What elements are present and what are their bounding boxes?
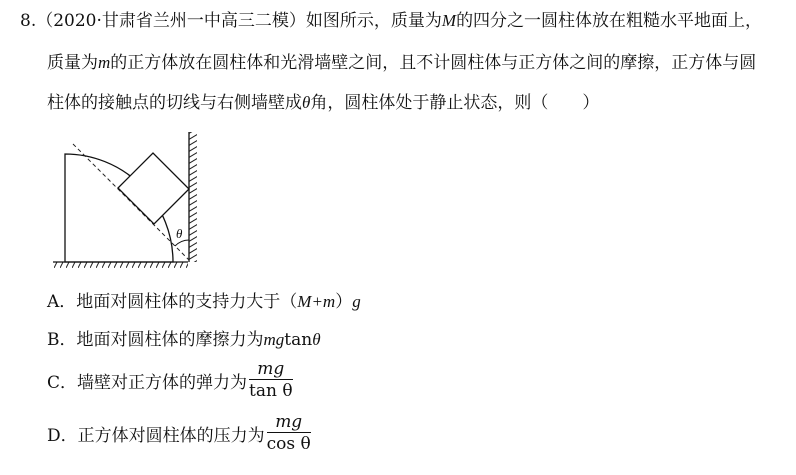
option-b-theta: θ	[312, 330, 321, 349]
physics-figure	[48, 128, 198, 268]
option-d-text: D．正方体对圆柱体的压力为	[47, 426, 265, 446]
mass-m-symbol: m	[98, 53, 111, 72]
option-d-fraction	[267, 412, 311, 455]
option-c-numerator: mg	[249, 359, 293, 380]
question-stem-part: 的四分之一圆柱体放在粗糙水平地面上，	[456, 11, 763, 31]
option-c-denominator: tan θ	[249, 381, 293, 401]
ground-hatching	[54, 262, 188, 268]
question-line-1	[20, 10, 762, 32]
option-d[interactable]	[47, 412, 311, 455]
option-b-text: B．地面对圆柱体的摩擦力为	[47, 330, 264, 350]
option-b-expression: mg	[263, 330, 285, 349]
question-stem-part: 角，圆柱体处于静止状态，则（ ）	[310, 93, 600, 113]
option-a-expression: M+m	[297, 292, 336, 311]
cube	[118, 153, 189, 224]
question-stem-part: 柱体的接触点的切线与右侧墙壁成	[47, 93, 302, 113]
option-d-denominator: cos θ	[266, 434, 311, 454]
option-c-text: C．墙壁对正方体的弹力为	[47, 373, 248, 393]
option-a[interactable]	[47, 287, 361, 312]
question-stem-part: 8.（2020·甘肃省兰州一中高三二模）如图所示，质量为	[20, 11, 442, 31]
option-c[interactable]	[47, 359, 293, 402]
option-a-text: ）	[335, 292, 353, 312]
angle-label: θ	[176, 226, 183, 241]
theta-symbol: θ	[302, 93, 311, 112]
option-b[interactable]	[47, 325, 321, 350]
question-stem-part: 的正方体放在圆柱体和光滑墙壁之间，且不计圆柱体与正方体之间的摩擦，正方体与圆	[110, 53, 757, 73]
wall-hatching	[189, 132, 197, 262]
question-line-3	[47, 92, 599, 114]
mass-M-symbol: M	[441, 11, 457, 30]
option-d-numerator: mg	[267, 412, 311, 433]
option-a-text: A．地面对圆柱体的支持力大于（	[47, 292, 298, 312]
question-stem-part: 质量为	[47, 53, 98, 73]
option-a-g: g	[352, 292, 361, 311]
option-b-tan: tan	[284, 330, 313, 350]
option-c-fraction	[249, 359, 293, 402]
question-line-2	[47, 52, 756, 74]
